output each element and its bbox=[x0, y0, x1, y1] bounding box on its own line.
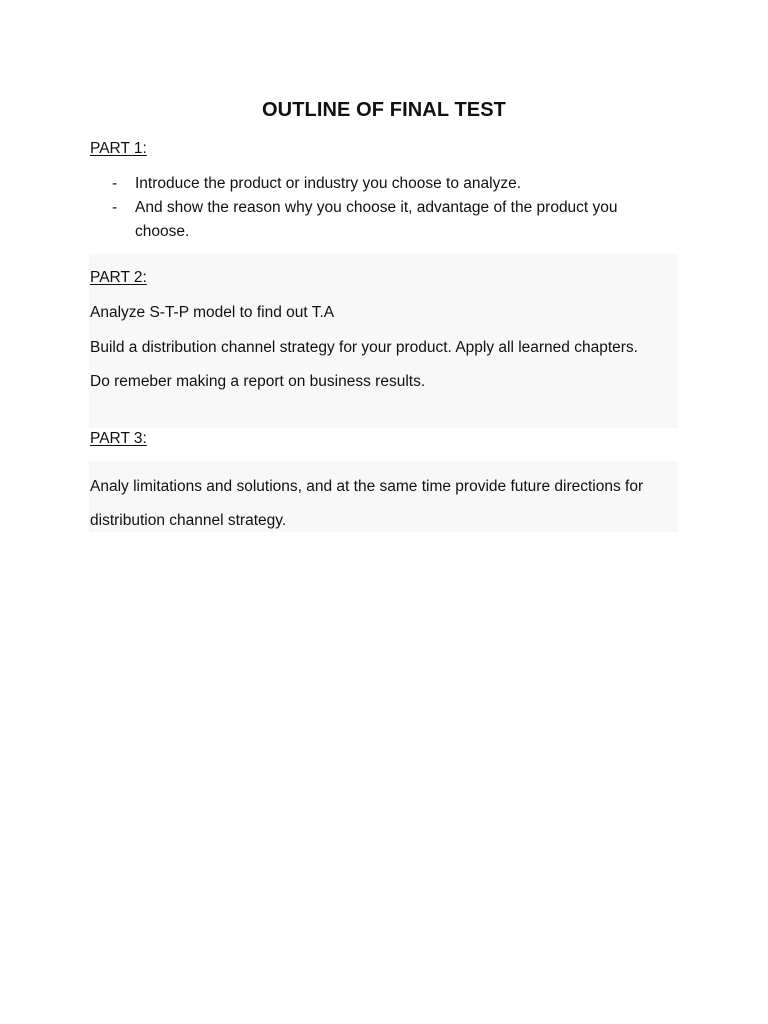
bullet-marker: - bbox=[112, 199, 118, 216]
part2-line-1: Analyze S-T-P model to find out T.A bbox=[90, 304, 335, 321]
page-title: OUTLINE OF FINAL TEST bbox=[262, 99, 506, 121]
part2-line-3: Do remeber making a report on business results. bbox=[90, 373, 426, 390]
part3-line-2: distribution channel strategy. bbox=[90, 512, 287, 529]
part1-heading: PART 1: bbox=[90, 140, 147, 157]
part2-line-2: Build a distribution channel strategy for your product. Apply all learned chapters. bbox=[90, 339, 638, 356]
part1-bullet-2: And show the reason why you choose it, advantage of the product you choose. bbox=[135, 199, 618, 240]
part1-bullet-1: Introduce the product or industry you choose to analyze. bbox=[135, 175, 522, 192]
part2-heading: PART 2: bbox=[90, 269, 147, 286]
part3-line-1: Analy limitations and solutions, and at the same time provide future directions for bbox=[90, 478, 644, 495]
bullet-marker: - bbox=[112, 175, 118, 192]
part3-heading: PART 3: bbox=[90, 430, 147, 447]
